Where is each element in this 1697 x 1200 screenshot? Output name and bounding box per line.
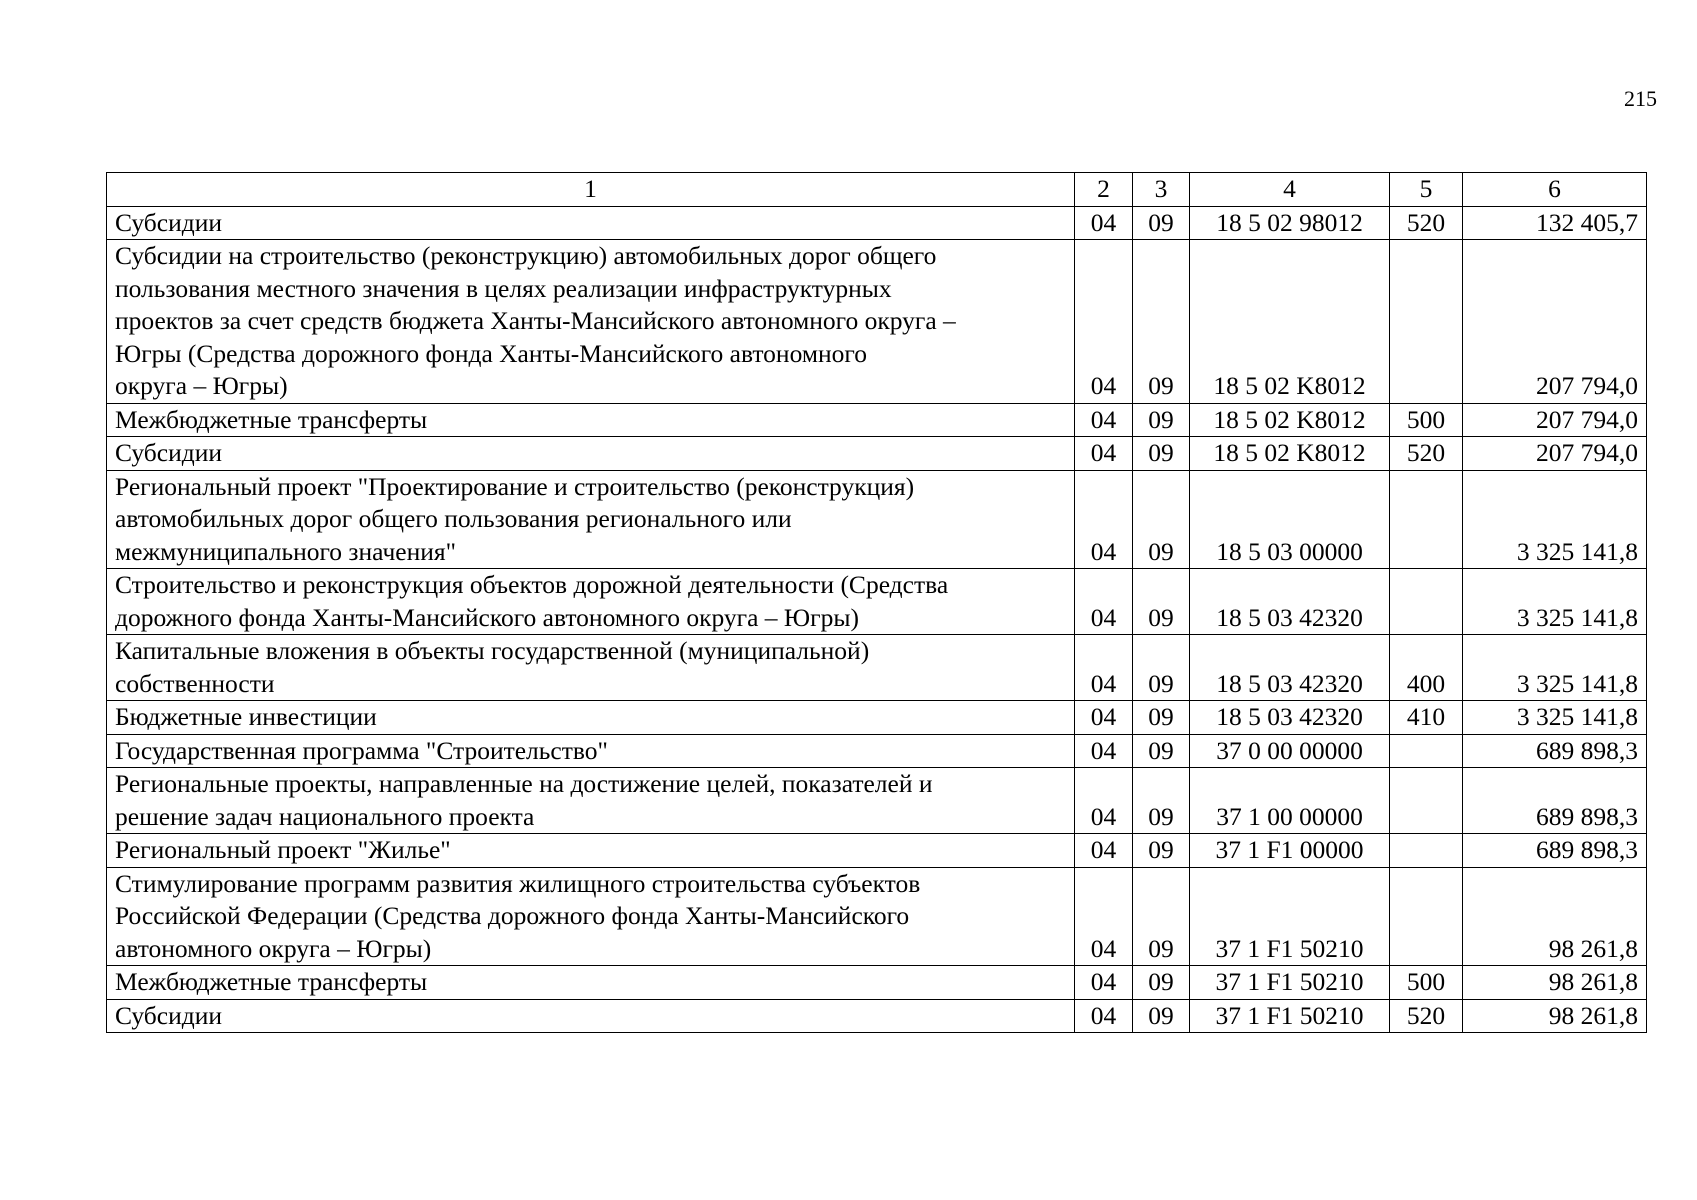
row-name-line: Субсидии xyxy=(115,1000,222,1030)
target-article-cell: 18 5 03 42320 xyxy=(1190,569,1390,635)
amount-cell: 132 405,7 xyxy=(1463,206,1647,240)
amount-cell: 689 898,3 xyxy=(1463,834,1647,868)
amount-cell: 3 325 141,8 xyxy=(1463,569,1647,635)
subsection-code-cell: 09 xyxy=(1133,768,1190,834)
section-code-cell: 04 xyxy=(1075,734,1133,768)
row-name-line: автономного округа – Югры) xyxy=(115,933,432,963)
budget-table xyxy=(106,172,1647,1033)
expense-type-cell: 500 xyxy=(1390,403,1463,437)
expense-type-cell: 520 xyxy=(1390,999,1463,1033)
subsection-code-cell: 09 xyxy=(1133,240,1190,404)
subsection-code-cell: 09 xyxy=(1133,403,1190,437)
expense-type-cell: 400 xyxy=(1390,635,1463,701)
table-row xyxy=(107,470,1647,569)
row-name-cell xyxy=(107,635,1075,701)
subsection-code-cell: 09 xyxy=(1133,966,1190,1000)
row-name-cell xyxy=(107,569,1075,635)
row-name-line: округа – Югры) xyxy=(115,371,288,400)
subsection-code-cell: 09 xyxy=(1133,999,1190,1033)
target-article-cell: 37 0 00 00000 xyxy=(1190,734,1390,768)
row-name-cell xyxy=(107,240,1075,404)
table-row xyxy=(107,867,1647,966)
subsection-code-cell: 09 xyxy=(1133,206,1190,240)
row-name-line: Межбюджетные трансферты xyxy=(115,404,428,434)
header-cell: 6 xyxy=(1463,173,1647,207)
subsection-code-cell: 09 xyxy=(1133,437,1190,471)
target-article-cell: 18 5 03 42320 xyxy=(1190,635,1390,701)
target-article-cell: 18 5 02 K8012 xyxy=(1190,437,1390,471)
row-name-cell xyxy=(107,403,1075,437)
row-name-cell xyxy=(107,834,1075,868)
amount-cell: 3 325 141,8 xyxy=(1463,635,1647,701)
amount-cell: 3 325 141,8 xyxy=(1463,470,1647,569)
row-name-line: решение задач национального проекта xyxy=(115,801,535,831)
amount-cell: 98 261,8 xyxy=(1463,966,1647,1000)
row-name-cell xyxy=(107,437,1075,471)
page-number: 215 xyxy=(1624,86,1657,111)
table-row xyxy=(107,999,1647,1033)
row-name-line: Субсидии xyxy=(115,207,222,237)
amount-cell: 207 794,0 xyxy=(1463,403,1647,437)
row-name-line: дорожного фонда Ханты-Мансийского автономного округа – Югры) xyxy=(115,602,859,632)
row-name-cell xyxy=(107,206,1075,240)
target-article-cell: 18 5 03 42320 xyxy=(1190,701,1390,735)
section-code-cell: 04 xyxy=(1075,635,1133,701)
header-cell: 1 xyxy=(107,173,1075,207)
table-row xyxy=(107,635,1647,701)
row-name-line: Региональные проекты, направленные на достижение целей, показателей и xyxy=(115,769,933,798)
amount-cell: 207 794,0 xyxy=(1463,437,1647,471)
expense-type-cell xyxy=(1390,734,1463,768)
row-name-line: межмуниципального значения" xyxy=(115,536,457,566)
row-name-line: Государственная программа "Строительство" xyxy=(115,735,608,765)
row-name-line: пользования местного значения в целях реализации инфраструктурных xyxy=(115,273,892,303)
target-article-cell: 37 1 F1 00000 xyxy=(1190,834,1390,868)
table-header-row xyxy=(107,173,1647,207)
row-name-cell xyxy=(107,701,1075,735)
target-article-cell: 37 1 F1 50210 xyxy=(1190,966,1390,1000)
target-article-cell: 37 1 00 00000 xyxy=(1190,768,1390,834)
row-name-cell xyxy=(107,768,1075,834)
row-name-cell xyxy=(107,966,1075,1000)
row-name-line: Межбюджетные трансферты xyxy=(115,967,428,996)
table-row xyxy=(107,403,1647,437)
row-name-line: Югры (Средства дорожного фонда Ханты-Мансийского автономного xyxy=(115,338,867,368)
row-name-line: автомобильных дорог общего пользования регионального или xyxy=(115,504,792,533)
row-name-line: Капитальные вложения в объекты государственной (муниципальной) xyxy=(115,636,870,665)
table-row xyxy=(107,966,1647,1000)
target-article-cell: 18 5 02 K8012 xyxy=(1190,240,1390,404)
header-cell: 5 xyxy=(1390,173,1463,207)
section-code-cell: 04 xyxy=(1075,768,1133,834)
subsection-code-cell: 09 xyxy=(1133,701,1190,735)
row-name-line: Российской Федерации (Средства дорожного фонда Ханты-Мансийского xyxy=(115,901,910,930)
section-code-cell: 04 xyxy=(1075,701,1133,735)
target-article-cell: 37 1 F1 50210 xyxy=(1190,867,1390,966)
expense-type-cell xyxy=(1390,569,1463,635)
row-name-cell xyxy=(107,867,1075,966)
section-code-cell: 04 xyxy=(1075,206,1133,240)
target-article-cell: 18 5 02 K8012 xyxy=(1190,403,1390,437)
expense-type-cell: 520 xyxy=(1390,437,1463,471)
subsection-code-cell: 09 xyxy=(1133,734,1190,768)
row-name-line: Региональный проект "Жилье" xyxy=(115,835,451,864)
subsection-code-cell: 09 xyxy=(1133,867,1190,966)
expense-type-cell xyxy=(1390,867,1463,966)
row-name-line: Стимулирование программ развития жилищного строительства субъектов xyxy=(115,868,921,898)
section-code-cell: 04 xyxy=(1075,999,1133,1033)
amount-cell: 98 261,8 xyxy=(1463,867,1647,966)
table-row xyxy=(107,734,1647,768)
table-row xyxy=(107,437,1647,471)
amount-cell: 3 325 141,8 xyxy=(1463,701,1647,735)
section-code-cell: 04 xyxy=(1075,470,1133,569)
table-row xyxy=(107,569,1647,635)
table-row xyxy=(107,701,1647,735)
expense-type-cell xyxy=(1390,470,1463,569)
amount-cell: 689 898,3 xyxy=(1463,734,1647,768)
row-name-cell xyxy=(107,734,1075,768)
expense-type-cell: 410 xyxy=(1390,701,1463,735)
expense-type-cell xyxy=(1390,240,1463,404)
expense-type-cell xyxy=(1390,768,1463,834)
table-row xyxy=(107,834,1647,868)
row-name-line: Строительство и реконструкция объектов дорожной деятельности (Средства xyxy=(115,570,949,599)
section-code-cell: 04 xyxy=(1075,437,1133,471)
subsection-code-cell: 09 xyxy=(1133,569,1190,635)
expense-type-cell xyxy=(1390,834,1463,868)
amount-cell: 689 898,3 xyxy=(1463,768,1647,834)
subsection-code-cell: 09 xyxy=(1133,635,1190,701)
row-name-line: собственности xyxy=(115,668,275,698)
expense-type-cell: 520 xyxy=(1390,206,1463,240)
subsection-code-cell: 09 xyxy=(1133,834,1190,868)
row-name-cell xyxy=(107,470,1075,569)
section-code-cell: 04 xyxy=(1075,569,1133,635)
row-name-line: Субсидии xyxy=(115,438,222,467)
section-code-cell: 04 xyxy=(1075,834,1133,868)
target-article-cell: 37 1 F1 50210 xyxy=(1190,999,1390,1033)
section-code-cell: 04 xyxy=(1075,867,1133,966)
table-row xyxy=(107,240,1647,404)
row-name-line: Субсидии на строительство (реконструкцию) автомобильных дорог общего xyxy=(115,241,937,270)
table-row xyxy=(107,206,1647,240)
section-code-cell: 04 xyxy=(1075,403,1133,437)
header-cell: 4 xyxy=(1190,173,1390,207)
section-code-cell: 04 xyxy=(1075,966,1133,1000)
target-article-cell: 18 5 03 00000 xyxy=(1190,470,1390,569)
section-code-cell: 04 xyxy=(1075,240,1133,404)
row-name-line: проектов за счет средств бюджета Ханты-Мансийского автономного округа – xyxy=(115,306,956,335)
header-cell: 2 xyxy=(1075,173,1133,207)
table-row xyxy=(107,768,1647,834)
amount-cell: 207 794,0 xyxy=(1463,240,1647,404)
row-name-line: Региональный проект "Проектирование и строительство (реконструкция) xyxy=(115,471,915,501)
target-article-cell: 18 5 02 98012 xyxy=(1190,206,1390,240)
subsection-code-cell: 09 xyxy=(1133,470,1190,569)
expense-type-cell: 500 xyxy=(1390,966,1463,1000)
row-name-line: Бюджетные инвестиции xyxy=(115,702,377,731)
amount-cell: 98 261,8 xyxy=(1463,999,1647,1033)
row-name-cell xyxy=(107,999,1075,1033)
header-cell: 3 xyxy=(1133,173,1190,207)
